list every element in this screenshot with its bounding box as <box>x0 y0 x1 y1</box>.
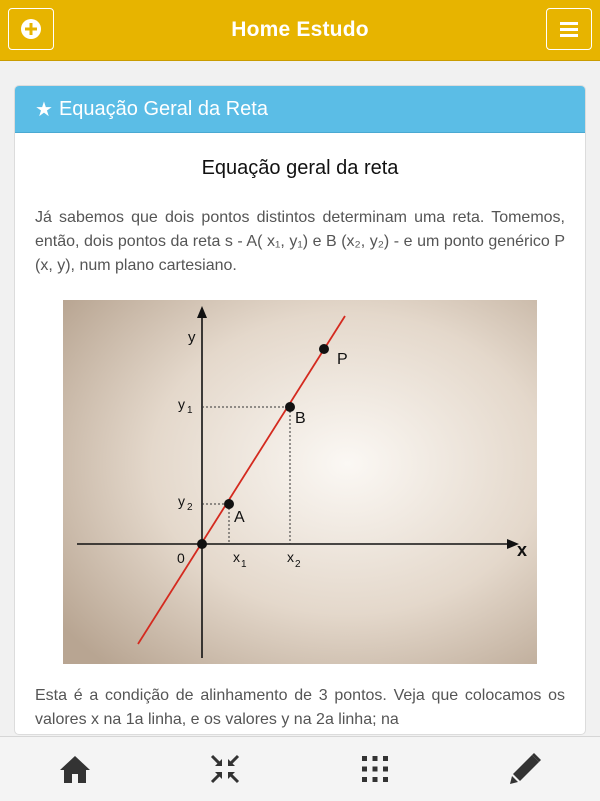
menu-button[interactable] <box>546 8 592 50</box>
collapse-arrows-icon <box>209 753 241 785</box>
nav-grid-button[interactable] <box>335 739 415 799</box>
y2-label: y <box>178 493 185 509</box>
point-a-label: A <box>234 509 245 526</box>
x2-subscript: 2 <box>295 559 301 570</box>
x1-label: x <box>233 549 240 565</box>
point-b <box>285 402 295 412</box>
nav-home-button[interactable] <box>35 739 115 799</box>
x2-label: x <box>287 549 294 565</box>
y1-subscript: 1 <box>187 405 193 416</box>
add-button[interactable] <box>8 8 54 50</box>
origin-label: 0 <box>177 550 185 566</box>
home-icon <box>59 754 91 784</box>
plus-circle-icon <box>20 18 42 40</box>
line-diagram <box>63 300 537 664</box>
content-panel <box>14 85 586 735</box>
y2-subscript: 2 <box>187 502 193 513</box>
cartesian-figure <box>63 300 537 664</box>
y1-label: y <box>178 396 185 412</box>
app-title: Home Estudo <box>231 18 369 41</box>
hamburger-menu-icon <box>559 20 579 38</box>
point-p <box>319 344 329 354</box>
paragraph-intro: Já sabemos que dois pontos distintos determinam uma reta. Tomemos, então, dois pontos da reta s - A( x₁, y₁) e B (x₂, y₂) - e um ponto genérico P (x, y), num plano cartesiano. <box>35 209 565 274</box>
document-title: Equação geral da reta <box>201 157 399 179</box>
point-b-label: B <box>295 410 306 427</box>
point-a <box>224 499 234 509</box>
panel-heading: Equação Geral da Reta <box>58 97 268 120</box>
top-bar <box>0 0 600 61</box>
nav-collapse-button[interactable] <box>185 739 265 799</box>
star-icon: ★ <box>35 98 53 121</box>
x1-subscript: 1 <box>241 559 247 570</box>
pencil-icon <box>508 752 542 786</box>
x-axis-label: x <box>517 540 528 560</box>
paragraph-alignment: Esta é a condição de alinhamento de 3 pontos. Veja que colocamos os valores x na 1a linha, e os valores y na 2a linha; na <box>35 687 565 728</box>
panel-header <box>15 86 585 133</box>
y-axis-label: y <box>188 329 196 346</box>
grid-icon <box>360 754 390 784</box>
figure-background <box>63 300 537 664</box>
point-p-label: P <box>337 351 348 368</box>
nav-edit-button[interactable] <box>485 739 565 799</box>
bottom-nav <box>0 736 600 801</box>
origin-point <box>197 539 207 549</box>
